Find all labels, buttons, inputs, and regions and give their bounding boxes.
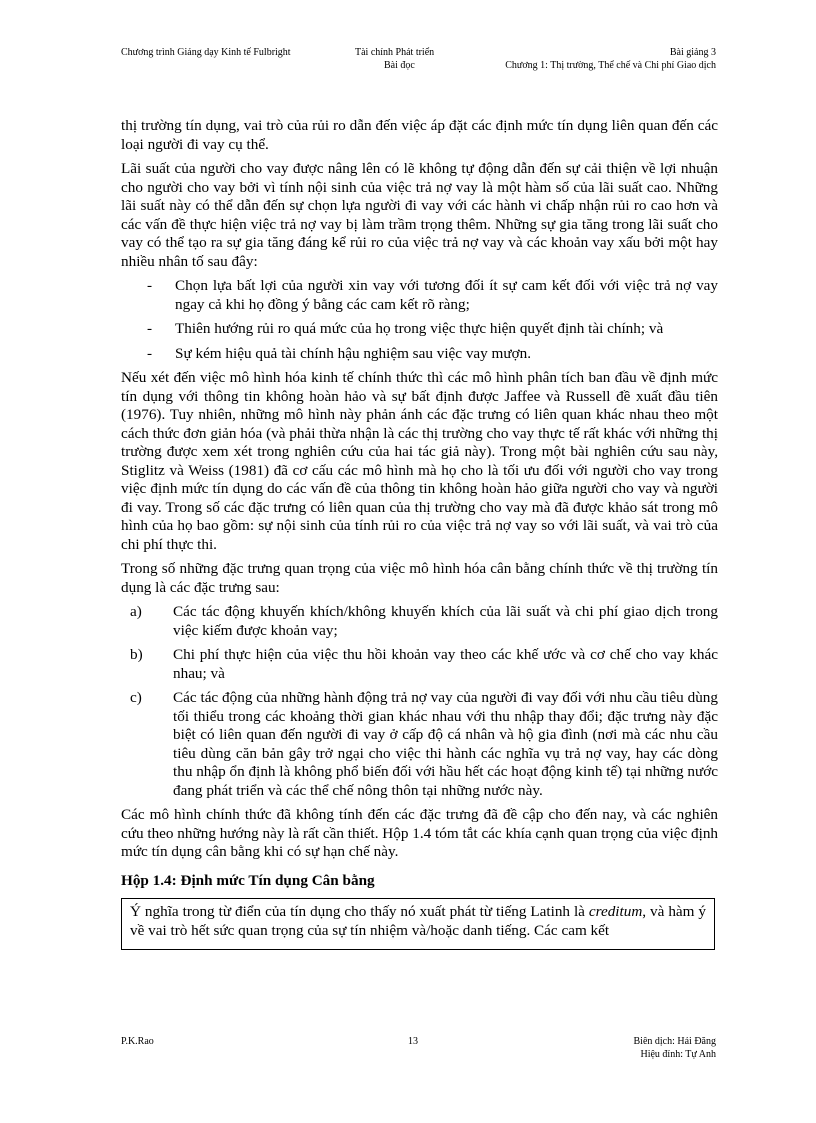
list-item [121,603,718,640]
list-item-text: Các tác động của những hành động trả nợ vay của người đi vay đối với nhu cầu tiêu dùng tối thiểu trong các khoảng thời gian khác nhau với thu nhập thay đổi; đặc trưng này đặc biệt có liên quan đến người đi vay ở cấp độ cá nhân và hộ gia đình (nơi mà các nhu cầu tiêu dùng căn bản gây trở ngại cho việc thi hành các nghĩa vụ trả nợ vay, hay các dòng thu nhập ổn định là không phổ biến đối với hầu hết các hoạt động kinh tế) tại những nước đang phát triển và các thể chế nông thôn tại những nước này. [173,689,718,799]
paragraph-4: Trong số những đặc trưng quan trọng của việc mô hình hóa cân bằng chính thức về thị trường tín dụng là các đặc trưng sau: [121,560,718,596]
box-text-italic: creditum [588,903,643,920]
list-item-text: Chọn lựa bất lợi của người xin vay với tương đối ít sự cam kết đối với việc trả nợ vay ngay cả khi họ đồng ý bằng các cam kết rõ ràng; [175,277,718,313]
paragraph-1: thị trường tín dụng, vai trò của rủi ro dẫn đến việc áp đặt các định mức tín dụng liên quan đến các loại người đi vay cụ thể. [121,117,718,153]
dash-marker: - [147,277,153,294]
list-item [121,277,718,314]
dash-list [121,277,718,363]
list-item [121,345,718,364]
list-item-text: Thiên hướng rủi ro quá mức của họ trong việc thực hiện quyết định tài chính; và [175,320,664,337]
header-reading: Bài đọc [384,60,415,71]
dash-marker: - [147,344,153,362]
footer-page-number: 13 [408,1036,418,1047]
footer-author: P.K.Rao [121,1036,154,1047]
list-item [121,646,718,683]
list-marker: a) [130,603,142,620]
list-marker: c) [130,689,142,706]
list-item-text: Các tác động khuyến khích/không khuyến khích của lãi suất và chi phí giao dịch trong việc kiếm được khoản vay; [173,603,718,639]
footer-editor: Hiệu đính: Tự Anh [640,1049,716,1060]
list-item-text: Chi phí thực hiện của việc thu hồi khoản vay theo các khế ước và cơ chế cho vay khác nhau; và [173,646,718,682]
box-paragraph [130,903,706,940]
lettered-list [121,603,718,800]
header-lecture: Bài giảng 3 [669,47,716,58]
document-body [121,117,718,950]
dash-marker: - [147,320,153,337]
header-chapter: Chương 1: Thị trường, Thể chế và Chi phí Giao dịch [505,60,716,71]
list-item [121,320,718,339]
paragraph-3: Nếu xét đến việc mô hình hóa kinh tế chính thức thì các mô hình phân tích ban đầu về định mức tín dụng với thông tin không hoàn hảo và sự bất định được Jaffee và Russell đề xuất đầu tiên (1976). Tuy nhiên, những mô hình này phản ánh các đặc trưng có liên quan khác nhau theo một cách thức đơn giản hóa (và phải thừa nhận là các thị trường cho vay thực tế rất khác với những thị trường được xem xét trong nghiên cứu của hai tác giả này). Trong một bài nghiên cứu sau này, Stiglitz và Weiss (1981) đã cơ cấu các mô hình mà họ cho là tối ưu đối với người cho vay trong việc định mức tín dụng do các vấn đề của thông tin không hoàn hảo giữa người cho vay và người đi vay. Trong số các đặc trưng có liên quan của thị trường cho vay mà đã được khảo sát trong mô hình của họ bao gồm: sự nội sinh của tính rủi ro của việc trả nợ vay so với lãi suất, và vai trò của chi phí thực thi. [121,369,718,553]
list-marker: b) [130,646,143,663]
footer-translator: Biên dịch: Hải Đăng [633,1036,716,1047]
box-title: Hộp 1.4: Định mức Tín dụng Cân bằng [121,871,375,889]
list-item-text: Sự kém hiệu quả tài chính hậu nghiệm sau việc vay mượn. [175,344,532,362]
header-course: Tài chính Phát triển [355,47,435,58]
header-program: Chương trình Giảng dạy Kinh tế Fulbright [121,47,291,58]
paragraph-5: Các mô hình chính thức đã không tính đến các đặc trưng đã đề cập cho đến nay, và các nghiên cứu theo những hướng này là rất cần thiết. Hộp 1.4 tóm tắt các khía cạnh quan trọng của việc định mức tín dụng cân bằng khi có sự hạn chế này. [121,806,719,860]
list-item [121,689,718,800]
paragraph-2: Lãi suất của người cho vay được nâng lên có lẽ không tự động dẫn đến sự cải thiện về lợi nhuận cho người cho vay bởi vì tính nội sinh của việc trả nợ vay là một hàm số của lãi suất cao. Những lãi suất này có thể dẫn đến sự chọn lựa người đi vay với các hành vi chấp nhận rủi ro cao hơn và các vấn đề thực hiện việc trả nợ vay bị làm trầm trọng thêm. Những sự gia tăng trong lãi suất cho vay có thể tạo ra sự gia tăng đáng kể rủi ro của việc trả nợ vay và các khoản vay xấu bởi một hay nhiều nhân tố sau đây: [121,160,718,270]
box-text-start: Ý nghĩa trong từ điển của tín dụng cho thấy nó xuất phát từ tiếng Latinh là [130,903,589,920]
box-1-4 [121,898,715,950]
box-text-end: , và hàm ý về vai trò hết sức quan trọng của sự tín nhiệm và/hoặc danh tiếng. Các cam kết [130,903,706,939]
